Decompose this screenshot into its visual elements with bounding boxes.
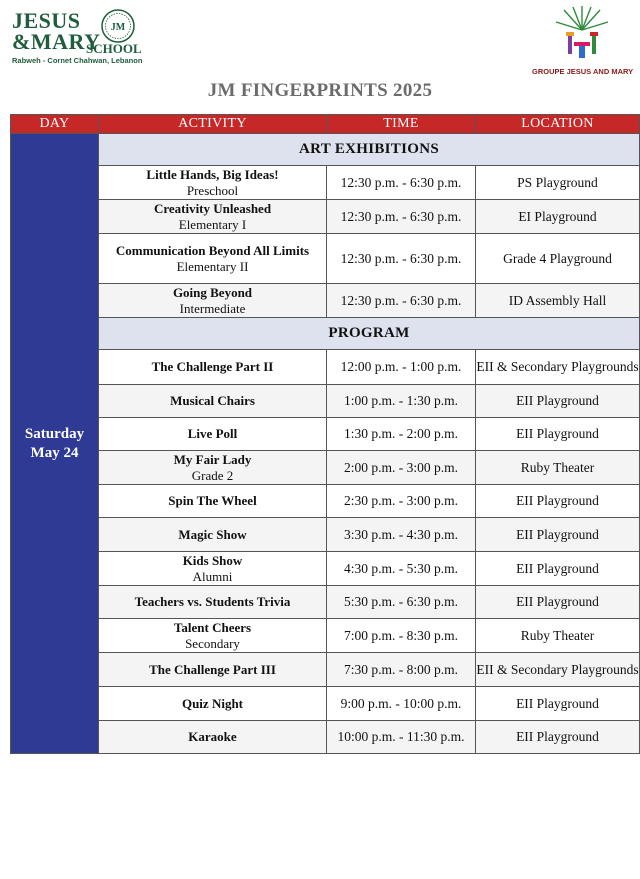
time-cell: 12:30 p.m. - 6:30 p.m. [327, 234, 476, 284]
table-row [11, 552, 640, 586]
table-row [11, 350, 640, 385]
table-header-row [11, 115, 640, 134]
section-row [11, 134, 640, 166]
activity-cell [99, 451, 327, 485]
location-cell: EII Playground [476, 485, 640, 518]
header-location: LOCATION [476, 115, 640, 134]
activity-cell [99, 586, 327, 619]
location-cell: EII & Secondary Playgrounds [476, 653, 640, 687]
table-row [11, 687, 640, 721]
header-day: DAY [11, 115, 99, 134]
table-row [11, 485, 640, 518]
table-row [11, 166, 640, 200]
activity-title: The Challenge Part II [151, 359, 274, 374]
activity-sub: Alumni [192, 568, 233, 584]
activity-title: Little Hands, Big Ideas! [146, 166, 279, 182]
activity-cell [99, 552, 327, 586]
school-location: Rabweh - Cornet Chahwan, Lebanon [12, 56, 143, 65]
section-row [11, 318, 640, 350]
day-cell [11, 134, 99, 754]
activity-title: Creativity Unleashed [153, 200, 272, 216]
school-name-line2: &MARY [12, 29, 101, 54]
time-cell: 2:30 p.m. - 3:00 p.m. [327, 485, 476, 518]
header-activity: ACTIVITY [99, 115, 327, 134]
activity-title: Musical Chairs [170, 393, 255, 408]
time-cell: 9:00 p.m. - 10:00 p.m. [327, 687, 476, 721]
schedule-table [10, 114, 640, 754]
time-cell: 3:30 p.m. - 4:30 p.m. [327, 518, 476, 552]
location-cell: EI Playground [476, 200, 640, 234]
activity-sub: Preschool [186, 182, 239, 198]
activity-cell [99, 418, 327, 451]
activity-title: Magic Show [178, 526, 247, 542]
activity-title: Spin The Wheel [168, 493, 257, 508]
table-row [11, 234, 640, 284]
activity-sub: Grade 2 [191, 467, 234, 483]
table-row [11, 518, 640, 552]
school-name-line3: SCHOOL [86, 41, 142, 56]
activity-cell [99, 721, 327, 754]
location-cell: EII Playground [476, 721, 640, 754]
group-name: GROUPE JESUS AND MARY [532, 67, 634, 76]
time-cell: 1:00 p.m. - 1:30 p.m. [327, 385, 476, 418]
activity-title: Quiz Night [181, 695, 244, 711]
time-cell: 4:30 p.m. - 5:30 p.m. [327, 552, 476, 586]
activity-title: Teachers vs. Students Trivia [134, 594, 291, 609]
header-time: TIME [327, 115, 476, 134]
school-crest-icon [98, 8, 138, 44]
location-cell: EII & Secondary Playgrounds [476, 350, 640, 385]
location-cell: EII Playground [476, 552, 640, 586]
time-cell: 1:30 p.m. - 2:00 p.m. [327, 418, 476, 451]
page-title: JM FINGERPRINTS 2025 [207, 80, 433, 101]
location-cell: EII Playground [476, 518, 640, 552]
time-cell: 12:30 p.m. - 6:30 p.m. [327, 284, 476, 318]
time-cell: 7:30 p.m. - 8:00 p.m. [327, 653, 476, 687]
activity-sub: Elementary I [178, 216, 247, 232]
time-cell: 10:00 p.m. - 11:30 p.m. [327, 721, 476, 754]
activity-title: Communication Beyond All Limits [115, 242, 310, 258]
time-cell: 7:00 p.m. - 8:30 p.m. [327, 619, 476, 653]
activity-title: Talent Cheers [173, 619, 252, 635]
activity-cell [99, 687, 327, 721]
table-row [11, 721, 640, 754]
activity-cell [99, 234, 327, 284]
activity-cell [99, 166, 327, 200]
time-cell: 5:30 p.m. - 6:30 p.m. [327, 586, 476, 619]
time-cell: 12:30 p.m. - 6:30 p.m. [327, 200, 476, 234]
table-row [11, 418, 640, 451]
school-logo [10, 8, 160, 70]
location-cell: EII Playground [476, 418, 640, 451]
activity-cell [99, 518, 327, 552]
location-cell: Ruby Theater [476, 451, 640, 485]
table-row [11, 385, 640, 418]
table-row [11, 284, 640, 318]
table-row [11, 200, 640, 234]
table-row [11, 586, 640, 619]
time-cell: 12:00 p.m. - 1:00 p.m. [327, 350, 476, 385]
activity-title: Karaoke [188, 729, 237, 744]
table-row [11, 451, 640, 485]
school-name-line1: JESUS [12, 8, 81, 33]
time-cell: 12:30 p.m. - 6:30 p.m. [327, 166, 476, 200]
day-date: May 24 [30, 444, 79, 461]
activity-cell [99, 653, 327, 687]
activity-cell [99, 385, 327, 418]
activity-cell [99, 284, 327, 318]
activity-cell [99, 485, 327, 518]
activity-cell [99, 350, 327, 385]
activity-sub: Intermediate [179, 300, 246, 316]
section-program: PROGRAM [99, 318, 640, 350]
activity-title: Live Poll [187, 426, 238, 441]
activity-title: The Challenge Part III [149, 661, 276, 677]
activity-cell [99, 619, 327, 653]
activity-title: Going Beyond [172, 284, 253, 300]
location-cell: Ruby Theater [476, 619, 640, 653]
location-cell: EII Playground [476, 586, 640, 619]
crest-text: JM [110, 22, 126, 33]
location-cell: EII Playground [476, 687, 640, 721]
activity-cell [99, 200, 327, 234]
group-logo-icon [552, 4, 612, 64]
location-cell: EII Playground [476, 385, 640, 418]
activity-sub: Elementary II [176, 258, 249, 274]
activity-sub: Secondary [185, 635, 240, 651]
activity-title: Kids Show [182, 552, 243, 568]
section-art-exhibitions: ART EXHIBITIONS [99, 134, 640, 166]
time-cell: 2:00 p.m. - 3:00 p.m. [327, 451, 476, 485]
location-cell: PS Playground [476, 166, 640, 200]
location-cell: ID Assembly Hall [476, 284, 640, 318]
group-logo [532, 4, 632, 80]
activity-title: My Fair Lady [173, 451, 252, 467]
day-name: Saturday [24, 425, 85, 442]
location-cell: Grade 4 Playground [476, 234, 640, 284]
table-row [11, 653, 640, 687]
table-row [11, 619, 640, 653]
